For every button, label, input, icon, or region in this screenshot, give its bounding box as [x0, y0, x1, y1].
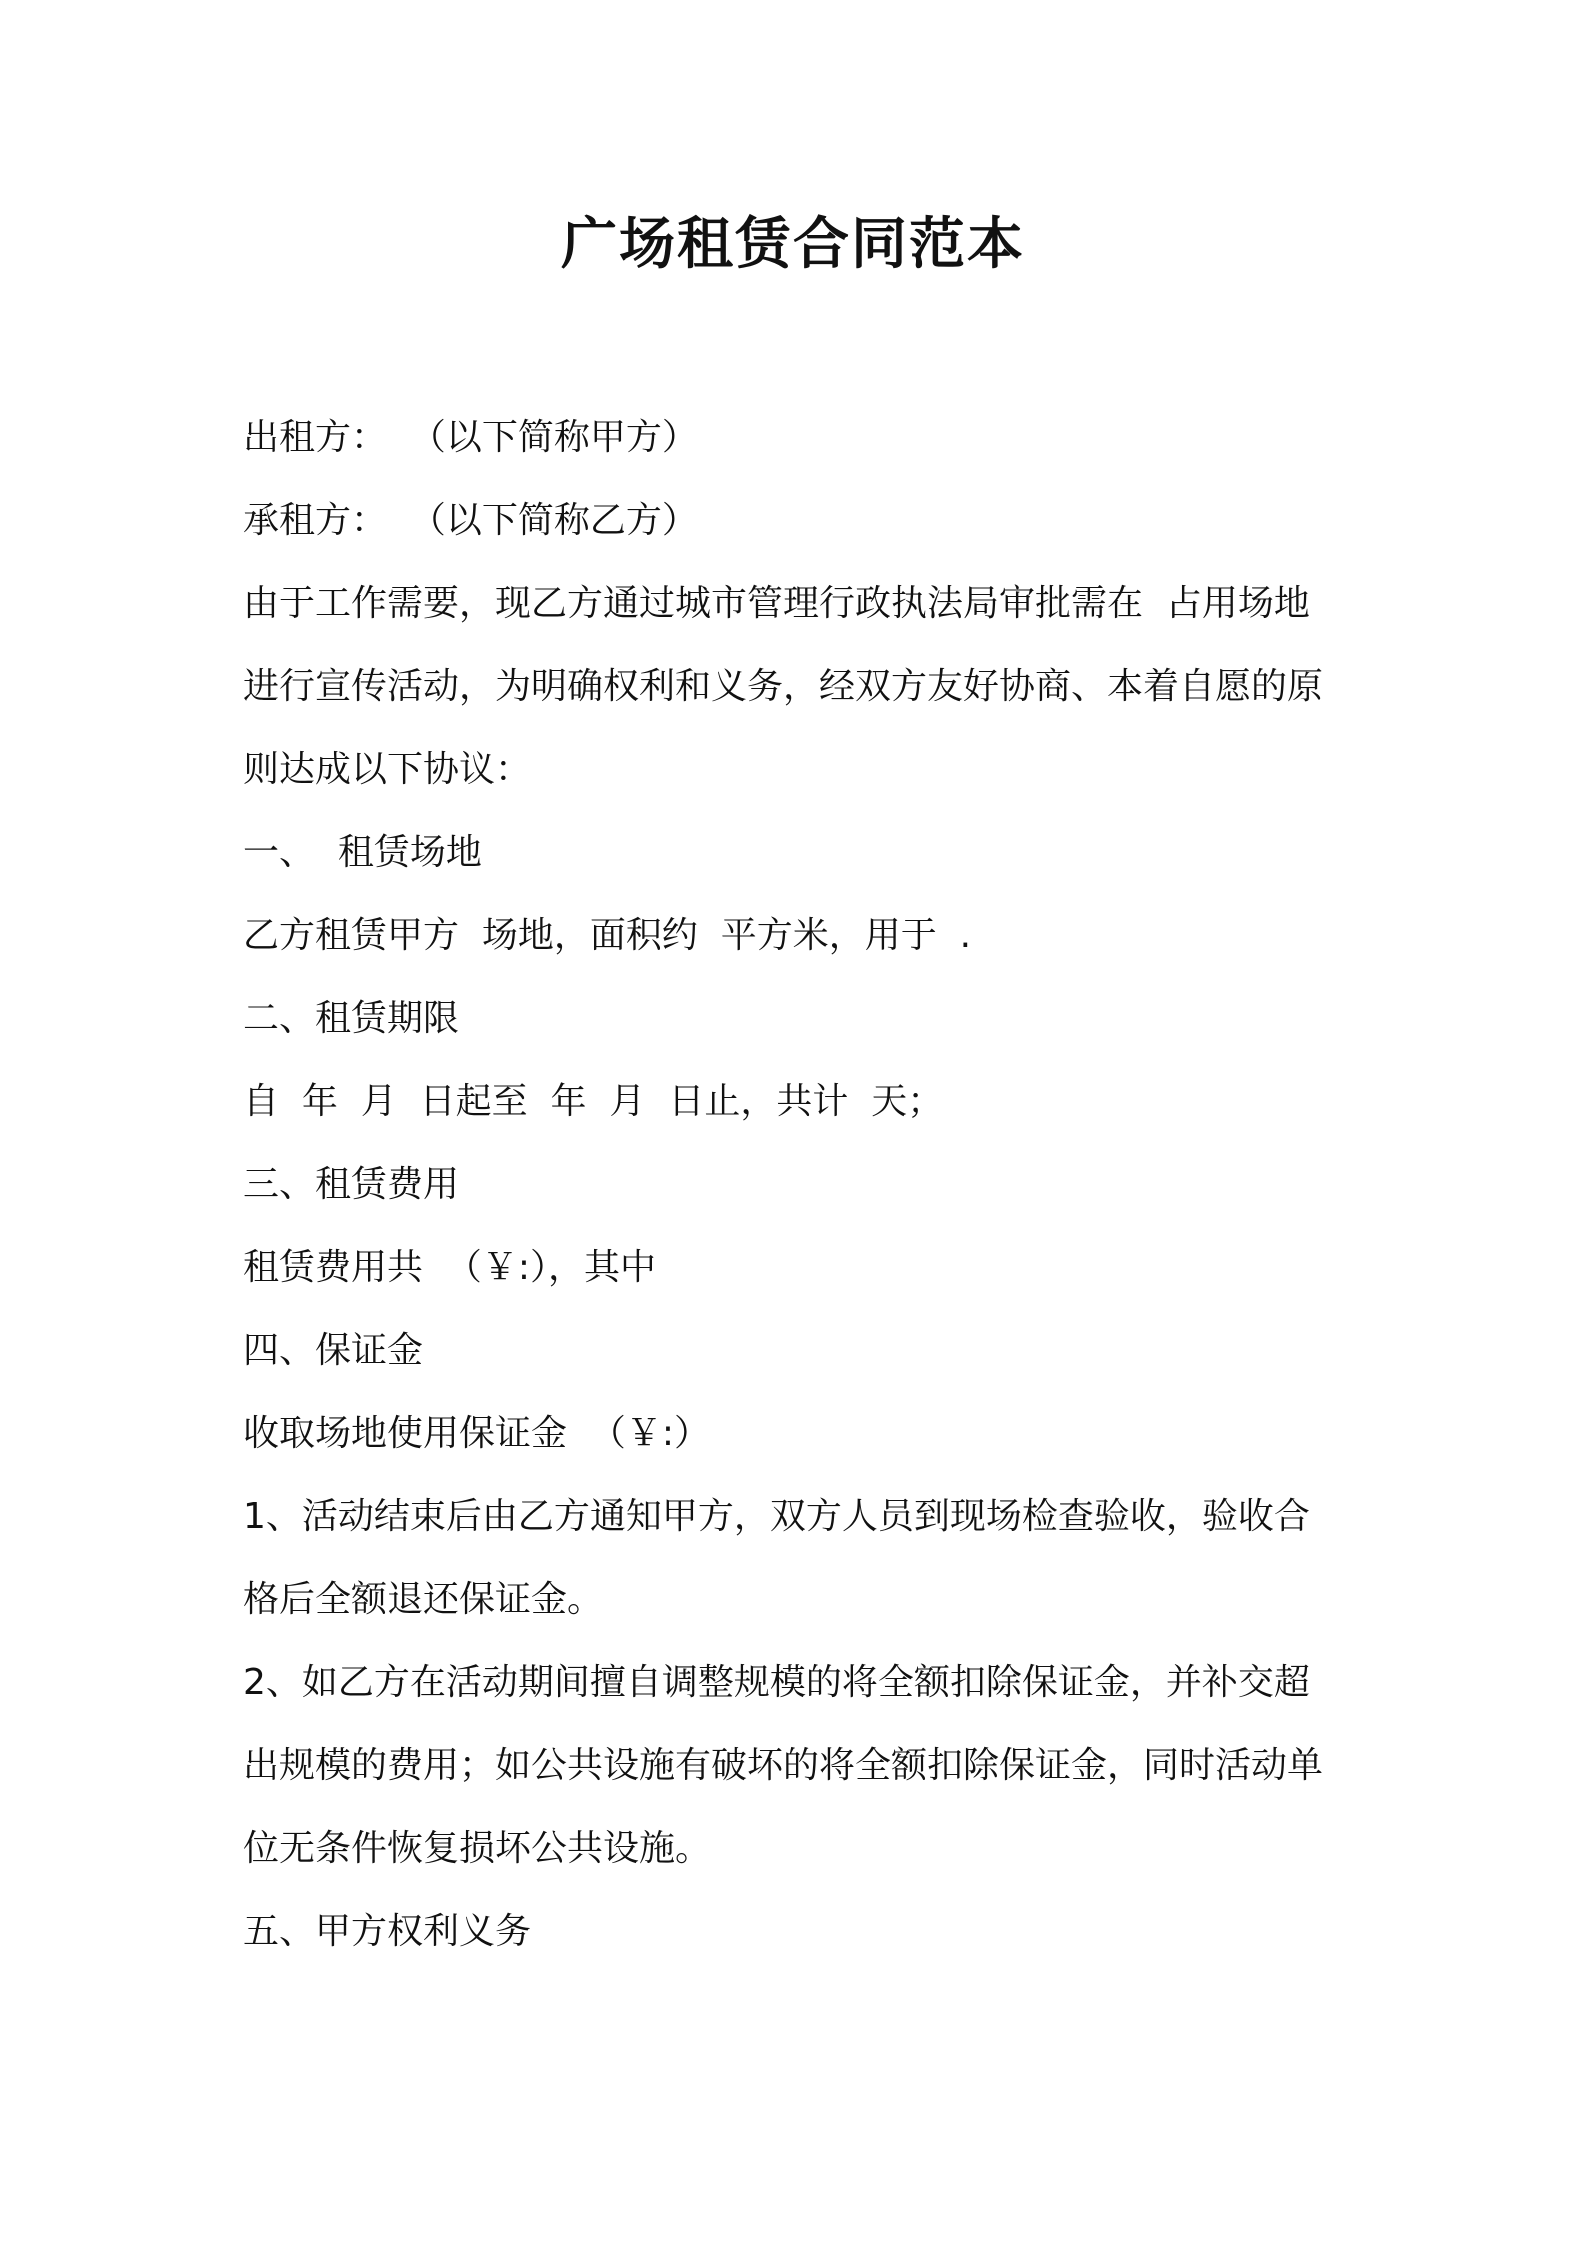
section-2-heading: 二、租赁期限: [243, 998, 460, 1039]
document-body: [243, 396, 1353, 1973]
clause-1-line-2: 格后全额退还保证金。: [243, 1579, 604, 1620]
clause-2-line-3: 位无条件恢复损坏公共设施。: [243, 1828, 712, 1869]
preamble-line-3: 则达成以下协议：: [243, 749, 532, 790]
section-1-heading: 一、 租赁场地: [243, 832, 482, 873]
section-5-heading: 五、甲方权利义务: [243, 1911, 532, 1952]
section-4-text: 收取场地使用保证金 （￥:）: [243, 1413, 711, 1454]
preamble-line-1: 由于工作需要，现乙方通过城市管理行政执法局审批需在 占用场地: [243, 583, 1310, 624]
section-3-text: 租赁费用共 （￥:），其中: [243, 1247, 657, 1288]
clause-2-line-1: 2、如乙方在活动期间擅自调整规模的将全额扣除保证金，并补交超: [243, 1662, 1310, 1703]
section-2-text: 自 年 月 日起至 年 月 日止，共计 天；: [243, 1081, 944, 1122]
lessee-line: 承租方： （以下简称乙方）: [243, 500, 698, 541]
section-1-text: 乙方租赁甲方 场地，面积约 平方米，用于 .: [243, 915, 972, 956]
clause-2-line-2: 出规模的费用；如公共设施有破坏的将全额扣除保证金，同时活动单: [243, 1745, 1324, 1786]
document-title: 广场租赁合同范本: [561, 212, 1025, 277]
preamble-line-2: 进行宣传活动，为明确权利和义务，经双方友好协商、本着自愿的原: [243, 666, 1324, 707]
clause-1-line-1: 1、活动结束后由乙方通知甲方，双方人员到现场检查验收，验收合: [243, 1496, 1310, 1537]
section-3-heading: 三、租赁费用: [243, 1164, 460, 1205]
section-4-heading: 四、保证金: [243, 1330, 424, 1371]
lessor-line: 出租方： （以下简称甲方）: [243, 417, 698, 458]
